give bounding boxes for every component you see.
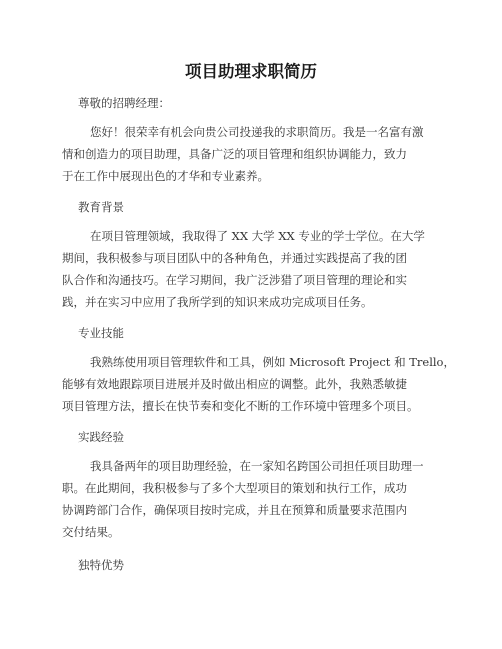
skills-line: 我熟练使用项目管理软件和工具，例如 Microsoft Project 和 Trello， (90, 355, 455, 369)
section-heading-education: 教育背景 (78, 200, 124, 214)
experience-line: 我具备两年的项目助理经验，在一家知名跨国公司担任项目助理一 (90, 459, 424, 473)
education-line: 在项目管理领域，我取得了 XX 大学 XX 专业的学士学位。在大学 (90, 229, 425, 243)
skills-line: 能够有效地跟踪项目进展并及时做出相应的调整。此外，我熟悉敏捷 (62, 377, 407, 391)
intro-line: 于在工作中展现出色的才华和专业素养。 (62, 169, 269, 183)
experience-line: 交付结果。 (62, 525, 120, 539)
experience-line: 协调跨部门合作，确保项目按时完成，并且在预算和质量要求范围内 (62, 503, 407, 517)
section-heading-skills: 专业技能 (78, 326, 124, 340)
experience-line: 职。在此期间，我积极参与了多个大型项目的策划和执行工作，成功 (62, 481, 407, 495)
intro-line: 情和创造力的项目助理，具备广泛的项目管理和组织协调能力，致力 (62, 147, 407, 161)
skills-line: 项目管理方法，擅长在快节奏和变化不断的工作环境中管理多个项目。 (62, 399, 419, 413)
section-heading-strengths: 独特优势 (78, 558, 124, 572)
education-line: 期间，我积极参与项目团队中的各种角色，并通过实践提高了我的团 (62, 251, 407, 265)
salutation: 尊敬的招聘经理： (78, 96, 170, 110)
intro-line: 您好！很荣幸有机会向贵公司投递我的求职简历。我是一名富有激 (90, 125, 424, 139)
education-line: 践，并在实习中应用了我所学到的知识来成功完成项目任务。 (62, 295, 373, 309)
page-title: 项目助理求职简历 (185, 62, 317, 81)
education-line: 队合作和沟通技巧。在学习期间，我广泛涉猎了项目管理的理论和实 (62, 273, 407, 287)
section-heading-experience: 实践经验 (78, 430, 124, 444)
